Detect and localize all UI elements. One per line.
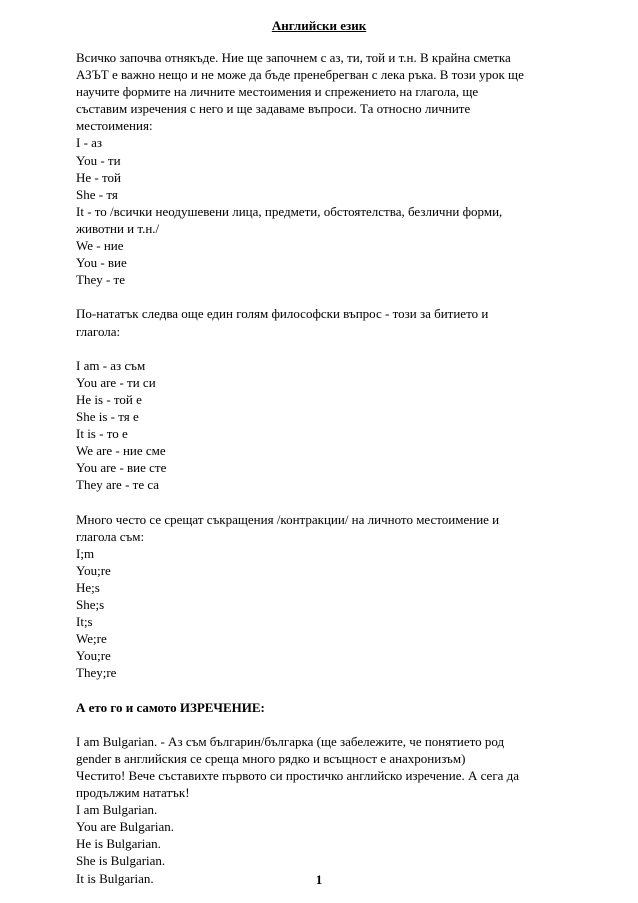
sentence-line: I am Bulgarian. — [76, 802, 158, 818]
conjugation-item: They are - те са — [76, 477, 160, 493]
conjugation-item: She is - тя е — [76, 408, 139, 424]
conjugation-list — [76, 357, 576, 494]
paragraph-spacer — [76, 716, 576, 733]
intro-line: съставим изречения с него и ще задаваме въпроси. Та относно личните — [76, 101, 471, 117]
paragraph-spacer — [76, 493, 576, 510]
verb-intro-line: По-нататък следва още един голям философски въпрос - този за битието и — [76, 306, 489, 322]
conjugation-item: I am - аз съм — [76, 357, 146, 373]
intro-line: Всичко започва отнякъде. Ние ще започнем с аз, ти, той и т.н. В крайна сметка — [76, 50, 511, 65]
conjugation-item: You are - ти си — [76, 374, 156, 390]
conjugation-item: You are - вие сте — [76, 460, 167, 476]
sentence-line: Честито! Вече съставихте първото си простичко английско изречение. А сега да — [76, 767, 520, 783]
sentence-line: She is Bulgarian. — [76, 853, 166, 869]
verb-intro-paragraph — [76, 305, 576, 339]
sentence-line: He is Bulgarian. — [76, 836, 161, 852]
sentence-heading: А ето го и самото ИЗРЕЧЕНИЕ: — [76, 699, 265, 715]
pronoun-item: You - вие — [76, 255, 127, 271]
paragraph-spacer — [76, 681, 576, 698]
sentence-line: It is Bulgarian. — [76, 870, 154, 886]
conjugation-item: We are - ние сме — [76, 443, 166, 459]
contractions-list — [76, 545, 576, 682]
pronoun-item: We - ние — [76, 238, 124, 254]
intro-line: научите формите на личните местоимения и спрежението на глагола, ще — [76, 84, 479, 100]
sentences-paragraph — [76, 733, 576, 887]
contraction-item: You;re — [76, 648, 111, 664]
contraction-item: You;re — [76, 562, 111, 578]
document-body — [76, 49, 576, 887]
pronoun-item: животни и т.н./ — [76, 220, 160, 236]
contraction-item: It;s — [76, 614, 93, 630]
pronoun-item: It - то /всички неодушевени лица, предмети, обстоятелства, безлични форми, — [76, 203, 503, 219]
intro-line: АЗЪТ е важно нещо и не може да бъде пренебрегван с лека ръка. В този урок ще — [76, 67, 524, 83]
pronoun-item: He - той — [76, 169, 121, 185]
contractions-intro-paragraph — [76, 511, 576, 545]
conjugation-item: It is - то е — [76, 426, 128, 442]
contraction-item: They;re — [76, 665, 117, 681]
contractions-intro-line: Много често се срещат съкращения /контракции/ на личното местоимение и — [76, 511, 500, 527]
paragraph-spacer — [76, 340, 576, 357]
sentence-line: You are Bulgarian. — [76, 819, 174, 835]
pronoun-item: She - тя — [76, 186, 118, 202]
contraction-item: He;s — [76, 579, 100, 595]
contractions-intro-line: глагола съм: — [76, 528, 145, 544]
page-number: 1 — [315, 872, 323, 887]
contraction-item: We;re — [76, 631, 107, 647]
contraction-item: She;s — [76, 597, 105, 612]
sentence-line: gender в английския се среща много рядко и всъщност е анахронизъм) — [76, 750, 466, 766]
pronoun-list — [76, 134, 576, 288]
paragraph-spacer — [76, 288, 576, 305]
contraction-item: I;m — [76, 545, 95, 561]
intro-paragraph — [76, 49, 576, 134]
document-title: Английски език — [271, 18, 367, 33]
pronoun-item: I - аз — [76, 135, 103, 151]
verb-intro-line: глагола: — [76, 323, 121, 339]
sentence-line: I am Bulgarian. - Аз съм българин/българка (ще забележите, че понятието род — [76, 733, 505, 749]
pronoun-item: They - те — [76, 272, 125, 288]
pronoun-item: You - ти — [76, 152, 121, 168]
intro-line: местоимения: — [76, 118, 153, 134]
sentence-line: продължим нататък! — [76, 785, 190, 801]
conjugation-item: He is - той е — [76, 391, 142, 407]
